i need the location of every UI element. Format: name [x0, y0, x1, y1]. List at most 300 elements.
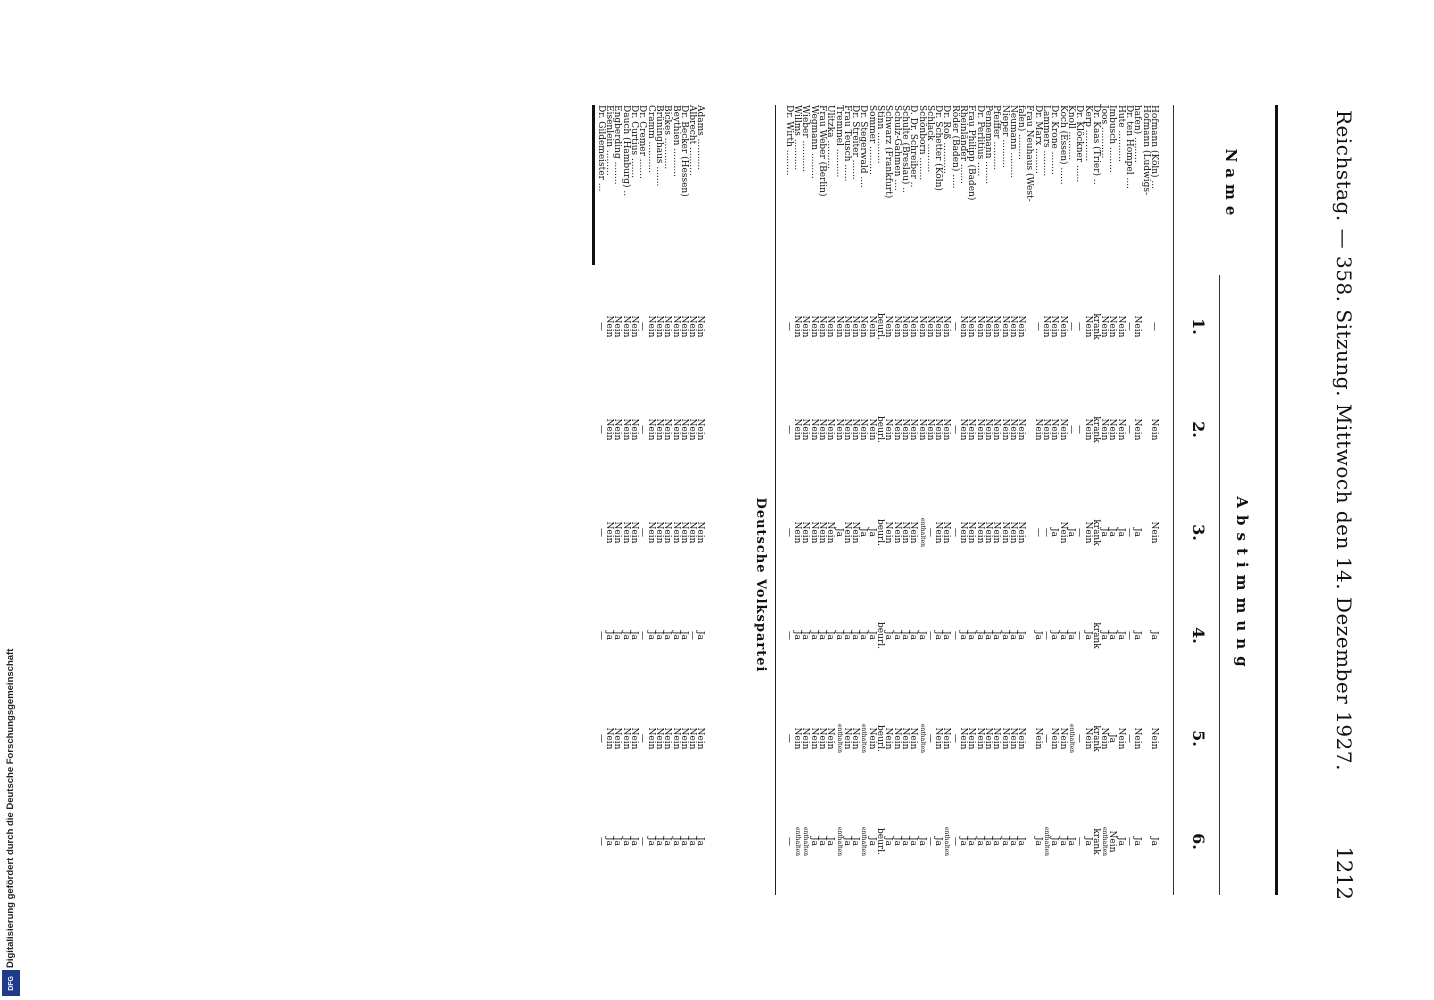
vote-cell-4: krank — [1090, 622, 1101, 649]
vote-cell-3: Nein — [825, 521, 836, 544]
vote-cell-5: Nein — [825, 727, 836, 750]
vote-cell-1: Nein — [941, 315, 952, 338]
vote-cell-5: Nein — [866, 727, 877, 750]
table-row — [1050, 105, 1058, 895]
member-name: Frau Weber (Berlin) — [817, 105, 827, 197]
vote-cell-4: Ja — [808, 631, 819, 640]
vote-cell-4: — — [687, 631, 698, 640]
dfg-watermark — [0, 608, 24, 1000]
vote-cell-2: Nein — [933, 418, 944, 441]
table-row — [992, 105, 1000, 895]
vote-cell-2: — — [783, 425, 794, 434]
vote-cell-2: Nein — [908, 418, 919, 441]
vote-number-1: 1. — [1189, 318, 1208, 335]
vote-cell-1: Nein — [908, 315, 919, 338]
vote-cell-6: Ja — [891, 837, 902, 846]
vote-cell-2: Nein — [833, 418, 844, 441]
member-name: Engberding ........ — [612, 105, 623, 185]
vote-cell-1: Nein — [999, 315, 1010, 338]
vote-cell-1: Nein — [670, 315, 681, 338]
vote-cell-2: Nein — [1115, 418, 1126, 441]
vote-cell-6: — — [1074, 837, 1085, 846]
vote-cell-2: Nein — [866, 418, 877, 441]
vote-cell-2: Nein — [900, 418, 910, 441]
vote-cell-3: Nein — [808, 521, 819, 544]
vote-cell-2: — — [637, 425, 648, 434]
vote-cell-2: Nein — [1007, 418, 1018, 441]
member-name: D. Dr. Schreiber .. — [908, 105, 919, 188]
vote-cell-5: Nein — [1032, 727, 1043, 750]
vote-cell-1: Nein — [958, 315, 969, 338]
vote-cell-6: Ja — [974, 837, 985, 846]
member-name: Adams ........... — [695, 105, 706, 171]
member-name: Dr. Gildemeister ... — [595, 105, 606, 192]
vote-cell-6: enthalten — [802, 826, 810, 856]
vote-cell-1: Nein — [891, 315, 902, 338]
vote-cell-5: Nein — [670, 727, 681, 750]
header-bottom-rule — [1173, 105, 1174, 895]
vote-cell-4: Ja — [1149, 631, 1159, 640]
member-name: Koch (Essen) ...... — [1057, 105, 1068, 185]
vote-cell-5: Nein — [983, 727, 993, 750]
vote-cell-1: Nein — [991, 315, 1002, 338]
vote-cell-1: Nein — [841, 315, 852, 338]
vote-cell-3: Nein — [612, 521, 623, 544]
vote-cell-3: Nein — [966, 521, 977, 544]
table-row — [1075, 105, 1083, 895]
vote-cell-1: — — [949, 322, 960, 331]
member-name: hafen) ......... — [1132, 105, 1143, 163]
vote-cell-4: Ja — [800, 631, 811, 640]
vote-cell-2: Nein — [983, 418, 993, 441]
vote-cell-1: Nein — [900, 315, 910, 338]
vote-cell-2: Nein — [974, 418, 985, 441]
vote-cell-1: Nein — [629, 315, 640, 338]
vote-cell-2: Nein — [1057, 418, 1068, 441]
vote-cell-6: Ja — [1007, 837, 1018, 846]
table-row — [655, 105, 663, 895]
vote-cell-3: Nein — [891, 521, 902, 544]
vote-cell-6: enthalten — [835, 826, 843, 856]
member-name: Pfeiffer .......... — [991, 105, 1002, 171]
vote-cell-6: krank — [1090, 828, 1101, 855]
member-name: Frau Neuhaus (West- — [1024, 105, 1035, 202]
vote-cell-4: Ja — [1099, 631, 1110, 640]
vote-cell-2: Nein — [1099, 418, 1110, 441]
table-row — [1117, 105, 1125, 895]
vote-cell-5: enthalten — [1068, 723, 1075, 753]
vote-cell-3: Nein — [654, 521, 664, 544]
vote-cell-2: Nein — [850, 418, 861, 441]
vote-cell-5: Nein — [908, 727, 919, 750]
vote-cell-5: — — [1074, 734, 1085, 743]
vote-cell-4: Ja — [908, 631, 919, 640]
vote-cell-2: Nein — [678, 418, 689, 441]
vote-cell-4: Ja — [662, 631, 673, 640]
member-name: Schulte (Breslau) .. — [900, 105, 910, 193]
vote-cell-4: Ja — [670, 631, 681, 640]
vote-cell-5: Nein — [654, 727, 664, 750]
vote-cell-4: — — [595, 631, 606, 640]
vote-cell-3: Nein — [645, 521, 656, 544]
table-row — [818, 105, 826, 895]
vote-cell-5: Nein — [604, 727, 615, 750]
page-number: 1212 — [1332, 846, 1356, 900]
table-row — [901, 105, 909, 895]
vote-cell-1: — — [595, 322, 606, 331]
table-row — [1067, 105, 1075, 895]
vote-cell-6: Ja — [1082, 837, 1093, 846]
vote-cell-5: Nein — [629, 727, 640, 750]
vote-cell-6: Ja — [604, 837, 615, 846]
vote-cell-1: Nein — [620, 315, 631, 338]
vote-cell-1: Nein — [866, 315, 877, 338]
vote-cell-5: Nein — [678, 727, 689, 750]
vote-cell-5: Nein — [808, 727, 819, 750]
member-name: Röder (Baden) ..... — [949, 105, 960, 189]
vote-cell-5: Nein — [999, 727, 1010, 750]
table-row — [1100, 105, 1108, 895]
vote-cell-6: Ja — [817, 837, 827, 846]
member-name: Dr. Becker (Hessen) — [678, 105, 689, 197]
vote-cell-4: Ja — [678, 631, 689, 640]
vote-cell-4: — — [1124, 631, 1135, 640]
vote-cell-1: — — [1032, 322, 1043, 331]
vote-cell-3: Nein — [695, 521, 706, 544]
vote-cell-3: — — [637, 528, 648, 537]
vote-cell-5: Nein — [841, 727, 852, 750]
vote-cell-1: Nein — [833, 315, 844, 338]
vote-cell-4: Ja — [629, 631, 640, 640]
table-row — [1025, 105, 1033, 895]
vote-cell-6: — — [595, 837, 606, 846]
member-name: Frau Philipp (Baden) — [966, 105, 977, 201]
table-row — [671, 105, 679, 895]
table-row — [942, 105, 950, 895]
vote-cell-1: — — [1066, 322, 1076, 331]
vote-cell-4: Ja — [645, 631, 656, 640]
vote-cell-3: — — [949, 528, 960, 537]
vote-cell-4: — — [924, 631, 935, 640]
vote-cell-1: Nein — [678, 315, 689, 338]
vote-cell-1: Nein — [1049, 315, 1060, 338]
vote-cell-6: Ja — [999, 837, 1010, 846]
vote-cell-5: Nein — [1007, 727, 1018, 750]
vote-cell-6: Ja — [1049, 837, 1060, 846]
vote-cell-2: Nein — [841, 418, 852, 441]
table-row — [1092, 105, 1100, 895]
member-name: Stinn ........... — [875, 105, 886, 164]
watermark-text: Digitalisierung gefördert durch die Deutsche Forschungsgemeinschaft — [5, 648, 16, 968]
vote-cell-4: Ja — [604, 631, 615, 640]
vote-number-3: 3. — [1189, 524, 1208, 541]
vote-cell-1: Nein — [1007, 315, 1018, 338]
member-name: Sommer .......... — [866, 105, 877, 175]
vote-cell-6: Ja — [1032, 837, 1043, 846]
vote-cell-4: Ja — [891, 631, 902, 640]
vote-cell-6: Ja — [933, 837, 944, 846]
member-name: Dr. Schetter (Köln) — [933, 105, 944, 191]
vote-cell-5: Nein — [620, 727, 631, 750]
table-row — [638, 105, 646, 895]
vote-cell-2: Nein — [800, 418, 811, 441]
dfg-logo-text: DFG — [7, 975, 15, 991]
member-name: Cramm ........... — [645, 105, 656, 173]
vote-cell-5: krank — [1090, 725, 1101, 752]
member-name: Dr. ten Hompel .... — [1124, 105, 1135, 189]
vote-cell-6: Ja — [900, 837, 910, 846]
vote-cell-3: — — [595, 528, 606, 537]
vote-cell-4: Ja — [620, 631, 631, 640]
table-bottom-rule — [592, 105, 595, 265]
name-label: Name — [1222, 148, 1240, 222]
vote-cell-3: Nein — [999, 521, 1010, 544]
table-row — [696, 105, 704, 895]
vote-cell-1: Nein — [825, 315, 836, 338]
vote-cell-3: Ja — [866, 528, 877, 537]
vote-cell-5: Nein — [1115, 727, 1126, 750]
table-row — [851, 105, 859, 895]
vote-cell-6: Ja — [866, 837, 877, 846]
vote-cell-3: — — [1074, 528, 1085, 537]
member-name: Dr. Streiter ....... — [850, 105, 861, 180]
vote-cell-2: Nein — [604, 418, 615, 441]
member-name: Schulz-Gahmen .... — [891, 105, 902, 191]
vote-cell-6: Ja — [1115, 837, 1126, 846]
vote-cell-1: Nein — [1115, 315, 1126, 338]
vote-cell-3: Nein — [687, 521, 698, 544]
abstimmung-rule — [1219, 275, 1220, 895]
member-name: Brüninghaus ....... — [654, 105, 664, 187]
table-row — [892, 105, 900, 895]
vote-cell-5: Nein — [1099, 727, 1110, 750]
member-name: Dr. Klöckner ...... — [1074, 105, 1085, 183]
vote-cell-3: Nein — [604, 521, 615, 544]
vote-cell-4: Ja — [866, 631, 877, 640]
table-row — [680, 105, 688, 895]
member-name: falen) ......... — [1016, 105, 1027, 160]
vote-cell-2: beurl. — [875, 416, 886, 443]
member-name: Willms ........... — [792, 105, 803, 171]
vote-cell-1: Nein — [966, 315, 977, 338]
vote-cell-5: Nein — [941, 727, 952, 750]
vote-number-row — [1178, 275, 1208, 895]
vote-cell-6: Ja — [908, 837, 919, 846]
vote-cell-4: Ja — [983, 631, 993, 640]
vote-cell-5: Nein — [1057, 727, 1068, 750]
vote-cell-1: Nein — [817, 315, 827, 338]
vote-cell-6: Ja — [825, 837, 836, 846]
vote-cell-3: Ja — [1049, 528, 1060, 537]
vote-cell-5: Nein — [612, 727, 623, 750]
vote-cell-4: Ja — [1032, 631, 1043, 640]
table-row — [801, 105, 809, 895]
vote-cell-4: Ja — [1132, 631, 1143, 640]
table-row — [859, 105, 867, 895]
vote-cell-3: Nein — [620, 521, 631, 544]
vote-cell-6: Ja — [612, 837, 623, 846]
vote-number-4: 4. — [1189, 627, 1208, 644]
vote-cell-4: Ja — [1115, 631, 1126, 640]
vote-cell-5: Nein — [883, 727, 894, 750]
vote-cell-1: Nein — [850, 315, 861, 338]
vote-cell-1: krank — [1090, 313, 1101, 340]
vote-cell-2: Nein — [645, 418, 656, 441]
table-row — [884, 105, 892, 895]
vote-cell-2: krank — [1090, 416, 1101, 443]
vote-cell-2: Nein — [1016, 418, 1027, 441]
table-row — [1150, 105, 1158, 895]
member-name: Bickes ........... — [662, 105, 673, 170]
vote-cell-6: enthalten — [943, 826, 951, 856]
vote-cell-5: — — [1124, 734, 1135, 743]
vote-cell-5: Nein — [891, 727, 902, 750]
vote-cell-4: Ja — [941, 631, 952, 640]
table-row — [622, 105, 630, 895]
vote-cell-6: Ja — [1016, 837, 1027, 846]
vote-cell-3: — — [924, 528, 935, 537]
vote-cell-5: Nein — [1132, 727, 1143, 750]
vote-cell-3: — — [783, 528, 794, 537]
vote-cell-5: enthalten — [860, 723, 868, 753]
vote-cell-1: Nein — [1132, 315, 1143, 338]
vote-cell-2: Nein — [883, 418, 894, 441]
vote-cell-1: — — [1149, 322, 1159, 331]
vote-cell-5: Nein — [645, 727, 656, 750]
vote-cell-1: Nein — [924, 315, 935, 338]
vote-cell-3: Nein — [1057, 521, 1068, 544]
vote-cell-2: Nein — [1149, 418, 1159, 441]
dfg-logo — [2, 970, 20, 996]
vote-cell-6: enthalten — [794, 826, 802, 856]
vote-cell-3: Nein — [908, 521, 919, 544]
vote-cell-3: Ja — [858, 528, 869, 537]
vote-cell-2: Nein — [825, 418, 836, 441]
vote-cell-4: Ja — [1057, 631, 1068, 640]
vote-cell-5: Nein — [1149, 727, 1159, 750]
vote-cell-1: Nein — [654, 315, 664, 338]
vote-cell-6: Ja — [1066, 837, 1076, 846]
table-row — [934, 105, 942, 895]
vote-cell-2: Nein — [891, 418, 902, 441]
abstimmung-label: Abstimmung — [1233, 496, 1251, 674]
vote-cell-2: Nein — [1107, 418, 1118, 441]
member-name: Knoll .......... — [1066, 105, 1076, 161]
vote-cell-6: beurl. — [875, 828, 886, 855]
vote-cell-5: Nein — [1082, 727, 1093, 750]
vote-cell-6: Ja — [620, 837, 631, 846]
vote-cell-6: — — [637, 837, 648, 846]
vote-cell-2: Nein — [654, 418, 664, 441]
vote-cell-6: enthalten — [1101, 826, 1109, 856]
vote-cell-4: Ja — [792, 631, 803, 640]
table-row — [876, 105, 884, 895]
vote-cell-6: Ja — [1132, 837, 1143, 846]
vote-cell-1: Nein — [808, 315, 819, 338]
vote-cell-3: — — [1041, 528, 1052, 537]
vote-cell-2: Nein — [916, 418, 927, 441]
table-row — [1017, 105, 1025, 895]
vote-cell-1: Nein — [1099, 315, 1110, 338]
member-name: Schönborn ........ — [916, 105, 927, 181]
vote-cell-4: Ja — [817, 631, 827, 640]
vote-cell-3: Nein — [933, 521, 944, 544]
vote-cell-1: Nein — [883, 315, 894, 338]
vote-cell-2: Nein — [1082, 418, 1093, 441]
vote-cell-3: Nein — [958, 521, 969, 544]
vote-cell-4: beurl. — [875, 622, 886, 649]
vote-cell-1: Nein — [695, 315, 706, 338]
vote-cell-3: Ja — [1107, 528, 1118, 537]
table-row — [917, 105, 925, 895]
vote-cell-1: Nein — [1107, 315, 1118, 338]
vote-cell-4: Ja — [1016, 631, 1027, 640]
vote-cell-2: Nein — [966, 418, 977, 441]
vote-cell-3: Ja — [1115, 528, 1126, 537]
vote-cell-3: — — [1032, 528, 1043, 537]
vote-cell-6: Ja — [670, 837, 681, 846]
vote-cell-2: Nein — [858, 418, 869, 441]
member-name: Lammers ......... — [1041, 105, 1052, 177]
vote-cell-3: Nein — [629, 521, 640, 544]
vote-cell-3: Nein — [841, 521, 852, 544]
vote-cell-4: Ja — [833, 631, 844, 640]
vote-cell-5: Ja — [1107, 734, 1118, 743]
vote-cell-4: — — [949, 631, 960, 640]
vote-cell-2: — — [1066, 425, 1076, 434]
vote-cell-3: Nein — [983, 521, 993, 544]
member-name: Frau Teusch ...... — [841, 105, 852, 182]
vote-cell-4: Ja — [933, 631, 944, 640]
vote-cell-1: Nein — [1016, 315, 1027, 338]
member-name: Beythien .......... — [670, 105, 681, 177]
table-row — [646, 105, 654, 895]
table-row — [793, 105, 801, 895]
vote-cell-6: Ja — [983, 837, 993, 846]
vote-cell-5: Nein — [1016, 727, 1027, 750]
member-name: Imbusch ......... — [1107, 105, 1118, 173]
section-title: Deutsche Volkspartei — [753, 497, 769, 673]
vote-cell-6: — — [1124, 837, 1135, 846]
table-top-rule — [1275, 105, 1278, 895]
vote-cell-4: Ja — [825, 631, 836, 640]
vote-cell-5: Nein — [966, 727, 977, 750]
vote-cell-3: Nein — [792, 521, 803, 544]
vote-cell-3: Nein — [670, 521, 681, 544]
member-name: Hute ........... — [1115, 105, 1126, 162]
vote-cell-2: Nein — [1041, 418, 1052, 441]
vote-cell-4: Ja — [1066, 631, 1076, 640]
vote-cell-1: — — [1074, 322, 1085, 331]
vote-cell-1: Nein — [604, 315, 615, 338]
member-name: Dr. Cremer ....... — [637, 105, 648, 179]
table-row — [843, 105, 851, 895]
vote-cell-3: krank — [1090, 519, 1101, 546]
vote-cell-6: Ja — [916, 837, 927, 846]
vote-cell-2: Nein — [991, 418, 1002, 441]
table-row — [1042, 105, 1050, 895]
member-name: Albrecht .......... — [687, 105, 698, 176]
vote-cell-5: Nein — [1049, 727, 1060, 750]
vote-cell-2: — — [1124, 425, 1135, 434]
table-row — [1125, 105, 1133, 895]
member-name: Dauch (Hamburg) .. — [620, 105, 631, 197]
vote-cell-5: Nein — [792, 727, 803, 750]
vote-cell-5: — — [783, 734, 794, 743]
table-row — [663, 105, 671, 895]
vote-cell-5: — — [637, 734, 648, 743]
vote-cell-3: Nein — [1149, 521, 1159, 544]
